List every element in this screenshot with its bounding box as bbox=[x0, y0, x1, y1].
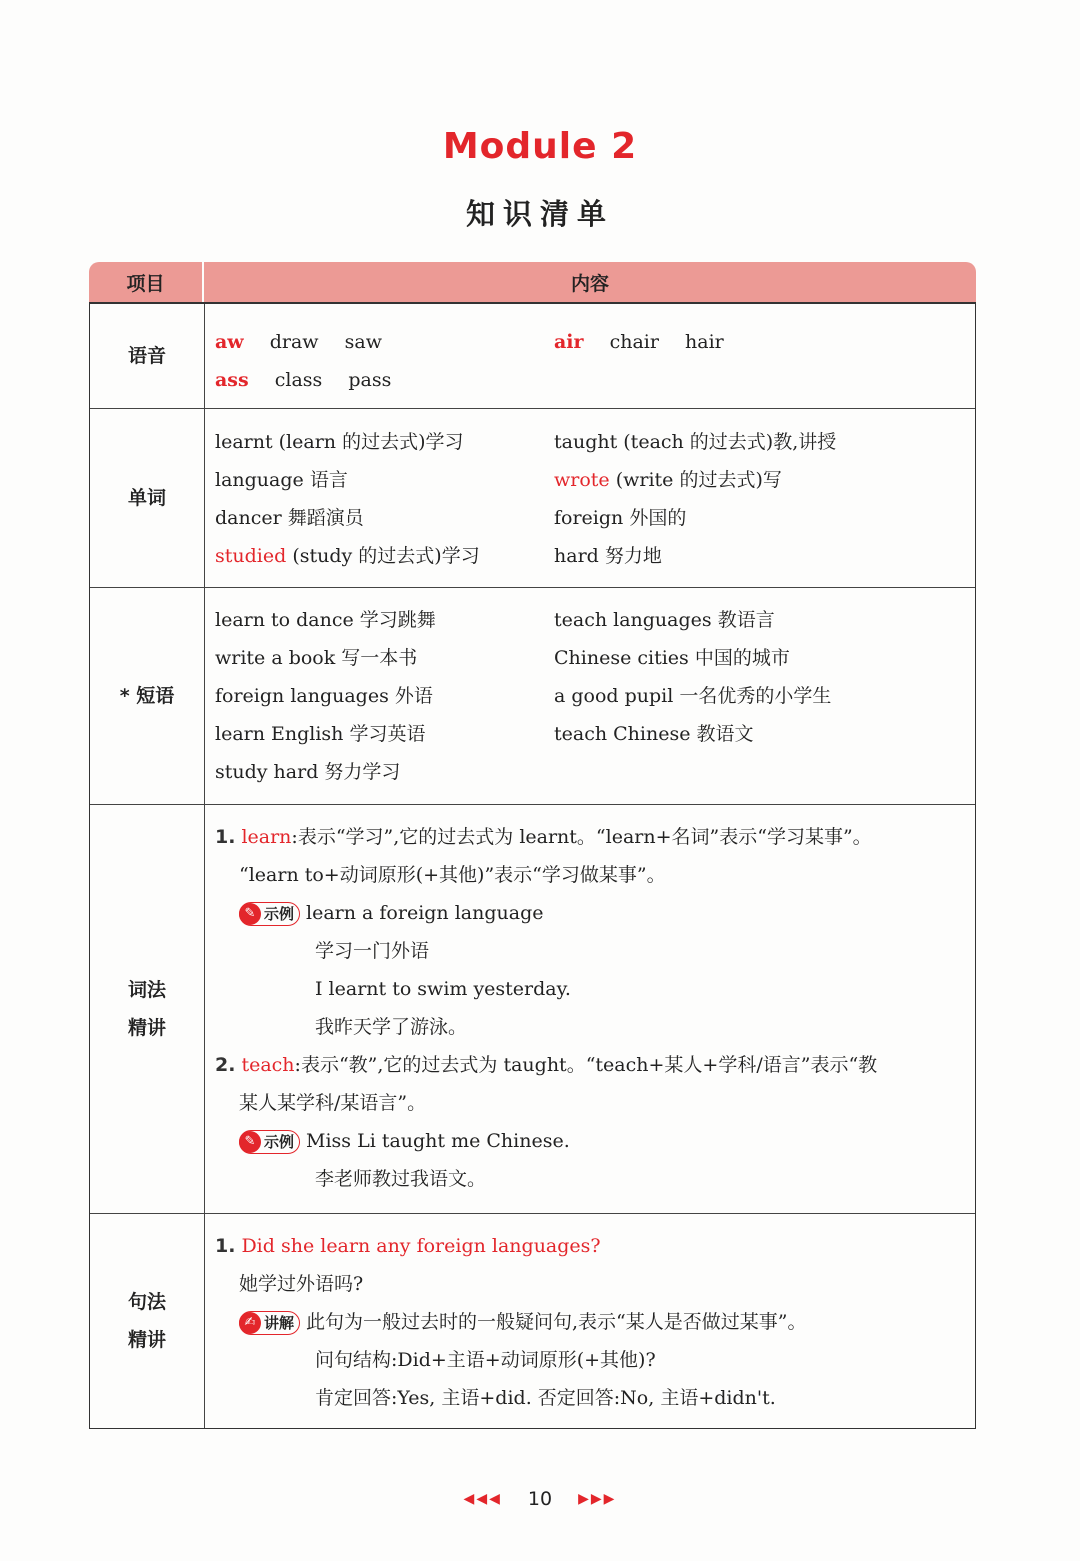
sound-group-air: air chair hair bbox=[554, 331, 724, 353]
row-sentence bbox=[90, 1214, 975, 1428]
example-translation: 李老师教过我语文。 bbox=[315, 1168, 487, 1190]
word-item: dancer 舞蹈演员 bbox=[215, 507, 364, 529]
usage-content bbox=[205, 805, 975, 1213]
page-title: Module 2 bbox=[442, 126, 638, 167]
pronunciation-content bbox=[205, 304, 975, 408]
example-sentence: I learnt to swim yesterday. bbox=[315, 978, 571, 1000]
explain-line: ✍ 讲解 此句为一般过去时的一般疑问句,表示“某人是否做过某事”。 bbox=[215, 1303, 975, 1341]
phrase-item: Chinese cities 中国的城市 bbox=[554, 647, 790, 669]
row-usage bbox=[90, 805, 975, 1214]
example-translation: 我昨天学了游泳。 bbox=[315, 1016, 468, 1038]
knowledge-table bbox=[89, 262, 976, 1429]
header-content: 内容 bbox=[204, 262, 976, 302]
sentence-question: 1. Did she learn any foreign languages? bbox=[215, 1235, 601, 1257]
page-footer bbox=[0, 1488, 1080, 1510]
next-arrows-icon: ▶▶▶ bbox=[578, 1491, 617, 1507]
sentence-answers: 肯定回答:Yes, 主语+did. 否定回答:No, 主语+didn't. bbox=[315, 1387, 776, 1409]
prev-arrows-icon: ◀◀◀ bbox=[463, 1491, 502, 1507]
word-item: hard 努力地 bbox=[554, 545, 662, 567]
row-phrases bbox=[90, 588, 975, 805]
usage-point-2-cont: 某人某学科/某语言”。 bbox=[239, 1092, 427, 1114]
row-label-usage: 词法 精讲 bbox=[90, 805, 205, 1213]
usage-point-1-cont: “learn to+动词原形(+其他)”表示“学习做某事”。 bbox=[239, 864, 666, 886]
sentence-structure: 问句结构:Did+主语+动词原形(+其他)? bbox=[315, 1349, 656, 1371]
explain-tag: ✍ 讲解 bbox=[239, 1311, 300, 1335]
pencil-icon: ✎ bbox=[239, 1131, 261, 1153]
word-item: learnt (learn 的过去式)学习 bbox=[215, 431, 464, 453]
phrase-item: learn English 学习英语 bbox=[215, 723, 426, 745]
usage-point-1: 1. learn:表示“学习”,它的过去式为 learnt。“learn+名词”表示“学习某事”。 bbox=[215, 826, 872, 848]
words-content bbox=[205, 409, 975, 587]
book-icon: ✍ bbox=[239, 1312, 261, 1334]
row-label-words: 单词 bbox=[90, 409, 205, 587]
phrase-item: foreign languages 外语 bbox=[215, 685, 433, 707]
row-label-sentence: 句法 精讲 bbox=[90, 1214, 205, 1428]
word-item: language 语言 bbox=[215, 469, 348, 491]
word-item: wrote (write 的过去式)写 bbox=[554, 469, 782, 491]
phrases-content bbox=[205, 588, 975, 804]
usage-point-2: 2. teach:表示“教”,它的过去式为 taught。“teach+某人+学科/语言”表示“教 bbox=[215, 1054, 878, 1076]
phrase-item: study hard 努力学习 bbox=[215, 761, 401, 783]
pencil-icon: ✎ bbox=[239, 903, 261, 925]
table-header bbox=[89, 262, 976, 302]
phrase-item bbox=[554, 753, 975, 791]
word-item: taught (teach 的过去式)教,讲授 bbox=[554, 431, 837, 453]
example-line: ✎ 示例 Miss Li taught me Chinese. bbox=[215, 1122, 975, 1160]
header-item: 项目 bbox=[89, 262, 202, 302]
example-tag: ✎ 示例 bbox=[239, 902, 300, 926]
example-line: ✎ 示例 learn a foreign language bbox=[215, 894, 975, 932]
phrase-item: teach Chinese 教语文 bbox=[554, 723, 754, 745]
row-words bbox=[90, 409, 975, 588]
page-subtitle: 知识清单 bbox=[465, 197, 614, 231]
phrase-item: learn to dance 学习跳舞 bbox=[215, 609, 436, 631]
sentence-content bbox=[205, 1214, 975, 1428]
table-body bbox=[89, 302, 976, 1429]
word-item: studied (study 的过去式)学习 bbox=[215, 545, 480, 567]
example-translation: 学习一门外语 bbox=[315, 940, 430, 962]
row-label-phrases: * 短语 bbox=[90, 588, 205, 804]
example-tag: ✎ 示例 bbox=[239, 1130, 300, 1154]
phrase-item: teach languages 教语言 bbox=[554, 609, 775, 631]
phrase-item: a good pupil 一名优秀的小学生 bbox=[554, 685, 832, 707]
sound-group-ass: ass class pass bbox=[215, 369, 392, 391]
phrase-item: write a book 写一本书 bbox=[215, 647, 418, 669]
row-label-pronunciation: 语音 bbox=[90, 304, 205, 408]
sentence-translation: 她学过外语吗? bbox=[239, 1273, 364, 1295]
sound-group-aw: aw draw saw bbox=[215, 331, 382, 353]
row-pronunciation bbox=[90, 304, 975, 409]
page-number: 10 bbox=[527, 1488, 553, 1510]
word-item: foreign 外国的 bbox=[554, 507, 687, 529]
